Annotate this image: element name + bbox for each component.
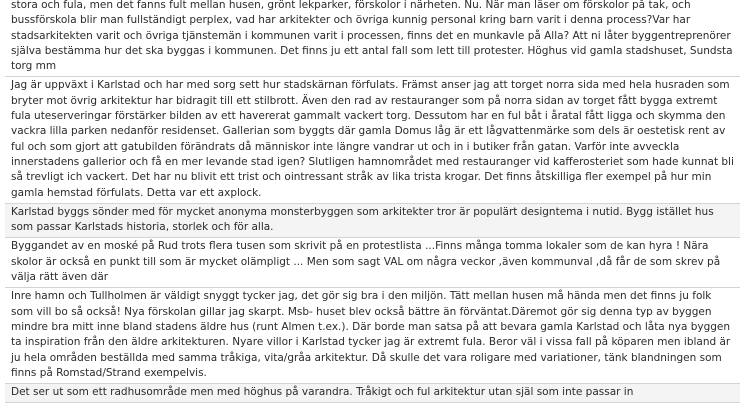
comment-text: Byggandet av en moské på Rud trots flera tusen som skrivit på en protestlista ...Finns många tomma lokaler som de kan hyra ! Nära skolor är också en punkt till som är mycket olämpligt ... Men som sagt VAL om några veckor ,även kommunval ,då får de som skrev på välja rätt även där: [11, 240, 721, 284]
comment-text: Inre hamn och Tullholmen är väldigt snyggt tycker jag, det gör sig bra i den miljön. Tätt mellan husen må hända men det finns ju folk som vill bo så också! Nya förskolan gillar jag skarpt. Msb- huset blev också bättre än förväntat.Däremot gör sig denna typ av byggen mindre bra mitt inne bland stadens äldre hus (runt Almen t.ex.). Där borde man satsa på att bevara gamla Karlstad och låta nya byggen ta inspiration från den äldre arkitekturen. Nyare villor i Karlstad tycker jag är extremt fula. Beror väl i vissa fall på köparen men ibland är ju hela områden beställda med samma tråkiga, vita/gråa arkitektur. Då skulle det vara roligare med variationer, tänk blandningen som finns på Romstad/Strand exempelvis.: [11, 290, 731, 379]
comment-text: Karlstad byggs sönder med för mycket anonyma monsterbyggen som arkitekter tror är populärt designtema i nutid. Bygg istället hus som passar Karlstads historia, storlek och för alla.: [11, 205, 714, 234]
comment-item: [5, 384, 740, 403]
comment-item: [5, 238, 740, 288]
comment-text: stora och fula, men det fanns fult mellan husen, grönt lekparker, förskolor i närheten. Nu. När man läser om förskolor på tak, och bussförskola blir man fullständigt perplex, vad har arkitekter och övriga kunnig personal kring barn varit i denna process?Var har stadsarkitekten varit och övriga tjänstemän i kommunen varit i processen, finns det en munkavle på Alla? Att ni låter byggentreprenörer själva bestämma hur det ska byggas i kommunen. Det finns ju ett antal fall som lett till protester. Höghus vid gamla stadshuset, Sundsta torg mm: [11, 0, 733, 73]
comment-list: [5, 0, 740, 403]
comment-text: Det ser ut som ett radhusområde men med höghus på varandra. Tråkigt och ful arkitektur utan själ som inte passar in: [11, 386, 634, 399]
comment-item: [5, 288, 740, 384]
comment-text: Jag är uppväxt i Karlstad och har med sorg sett hur stadskärnan förfulats. Främst anser jag att torget norra sida med hela husraden som bryter mot övrig arkitektur har bidragit till ett stilbrott. Även den rad av restauranger som på norra sidan av torget fått bygga extremt fula uteserveringar förstärker bilden av ett havererat gammalt vackert torg. Dessutom har en ful båt i åratal fått ligga och skymma den vackra lilla parken nedanför residenset. Gallerian som byggts där gamla Domus låg är ett lågvattenmärke som dels är oestetisk rent av ful och som gjort att gatubilden förändrats då människor inte längre vandrar ut och in i butiker från gatan. Varför inte avveckla innerstadens gallerior och få en mer levande stad igen? Slutligen hamnområdet med restauranger vid kafferosteriet som hade kunnat bli så trevligt ich vackert. Det har nu blivit ett trist och ointressant stråk av lika trista krogar. Det finns åtskilliga fler exempel på hur min gamla hemstad förfulats. Detta var ett axplock.: [11, 79, 734, 199]
comment-item: [5, 77, 740, 203]
comment-item: [5, 204, 740, 239]
comment-item: [5, 0, 740, 77]
